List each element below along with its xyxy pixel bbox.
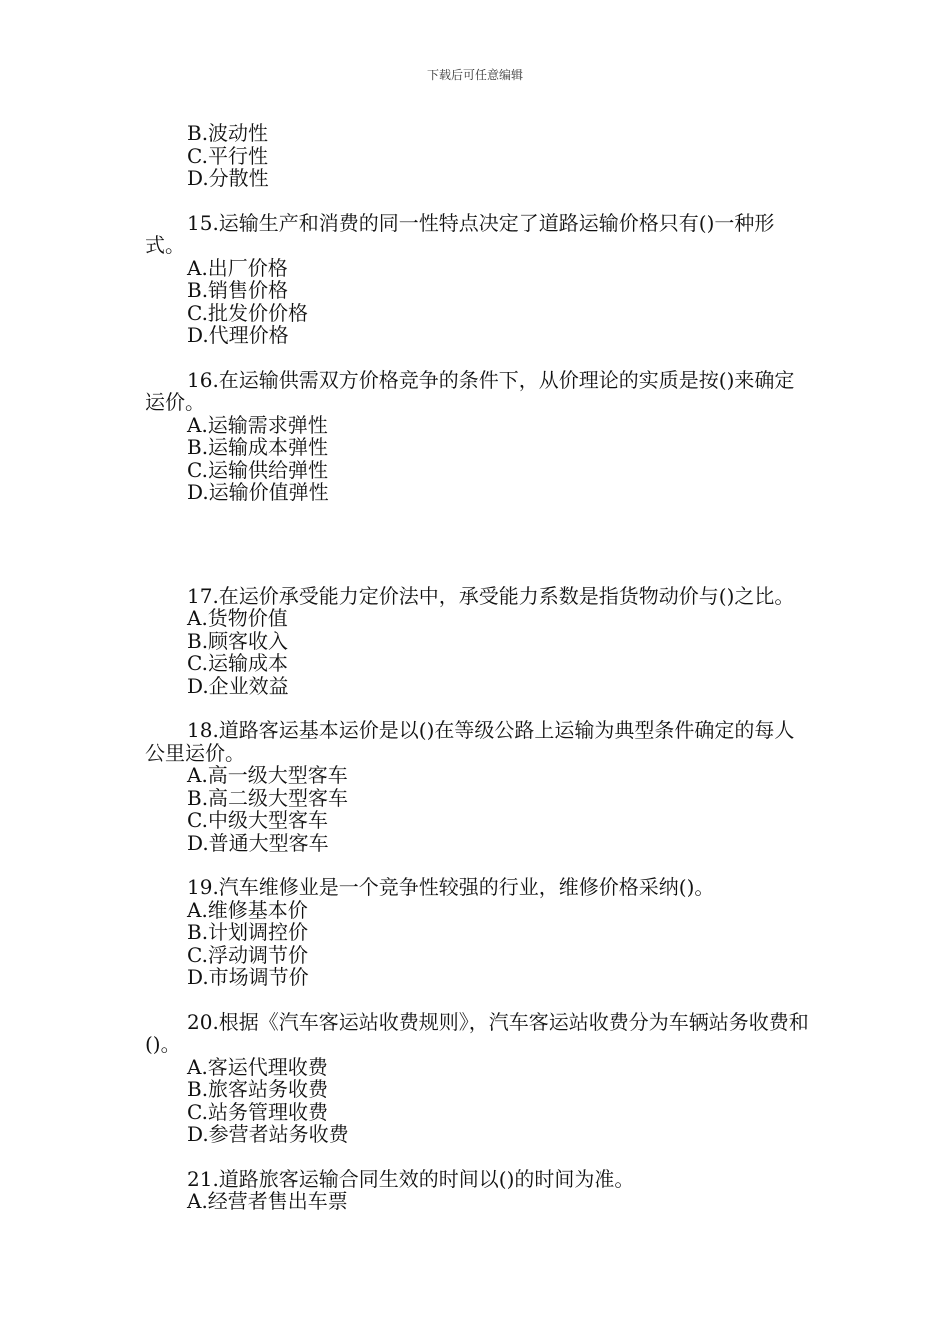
question-stem: 15.运输生产和消费的同一性特点决定了道路运输价格只有()一种形式。 xyxy=(145,210,775,257)
question-stem: 16.在运输供需双方价格竞争的条件下，从价理论的实质是按()来确定运价。 xyxy=(145,367,795,414)
question-18 xyxy=(145,719,810,854)
option: D.普通大型客车 xyxy=(187,830,329,855)
leading-options xyxy=(145,122,810,190)
option: D.运输价值弹性 xyxy=(187,480,329,504)
question-19 xyxy=(145,876,810,989)
option: A.运输需求弹性 xyxy=(187,412,328,437)
blank-space xyxy=(145,504,810,563)
option: D.代理价格 xyxy=(187,323,289,347)
question-21 xyxy=(145,1168,810,1213)
option: B.波动性 xyxy=(187,121,269,145)
option: A.经营者售出车票 xyxy=(187,1189,348,1213)
document-body xyxy=(145,122,810,1213)
option: C.运输供给弹性 xyxy=(187,457,328,482)
option: A.出厂价格 xyxy=(187,255,288,280)
option: B.顾客收入 xyxy=(187,628,289,653)
option: D.企业效益 xyxy=(187,673,289,698)
page-header: 下载后可任意编辑 xyxy=(426,68,523,82)
option: C.浮动调节价 xyxy=(187,942,308,967)
option: C.中级大型客车 xyxy=(187,808,328,832)
question-15 xyxy=(145,212,810,347)
option: B.旅客站务收费 xyxy=(187,1077,329,1101)
option: B.销售价格 xyxy=(187,278,289,302)
question-stem: 18.道路客运基本运价是以()在等级公路上运输为典型条件确定的每人公里运价。 xyxy=(145,718,795,765)
option: C.平行性 xyxy=(187,143,268,168)
option: D.参营者站务收费 xyxy=(187,1122,349,1146)
question-stem: 17.在运价承受能力定价法中，承受能力系数是指货物动价与()之比。 xyxy=(187,583,795,608)
option: A.维修基本价 xyxy=(187,897,308,922)
question-20 xyxy=(145,1011,810,1146)
option: A.高一级大型客车 xyxy=(187,763,348,787)
option: C.批发价价格 xyxy=(187,300,308,325)
option: A.货物价值 xyxy=(187,606,288,630)
option: B.计划调控价 xyxy=(187,920,309,944)
option: D.分散性 xyxy=(187,166,269,190)
option: B.运输成本弹性 xyxy=(187,435,329,459)
option: C.站务管理收费 xyxy=(187,1099,328,1124)
question-stem: 19.汽车维修业是一个竞争性较强的行业，维修价格采纳()。 xyxy=(187,875,715,899)
option: B.高二级大型客车 xyxy=(187,785,349,810)
option: A.客运代理收费 xyxy=(187,1054,328,1079)
question-16 xyxy=(145,369,810,504)
option: D.市场调节价 xyxy=(187,965,309,989)
option: C.运输成本 xyxy=(187,651,288,675)
question-17 xyxy=(145,585,810,698)
question-stem: 20.根据《汽车客运站收费规则》，汽车客运站收费分为车辆站务收费和()。 xyxy=(145,1009,809,1056)
question-stem: 21.道路旅客运输合同生效的时间以()的时间为准。 xyxy=(187,1166,635,1191)
